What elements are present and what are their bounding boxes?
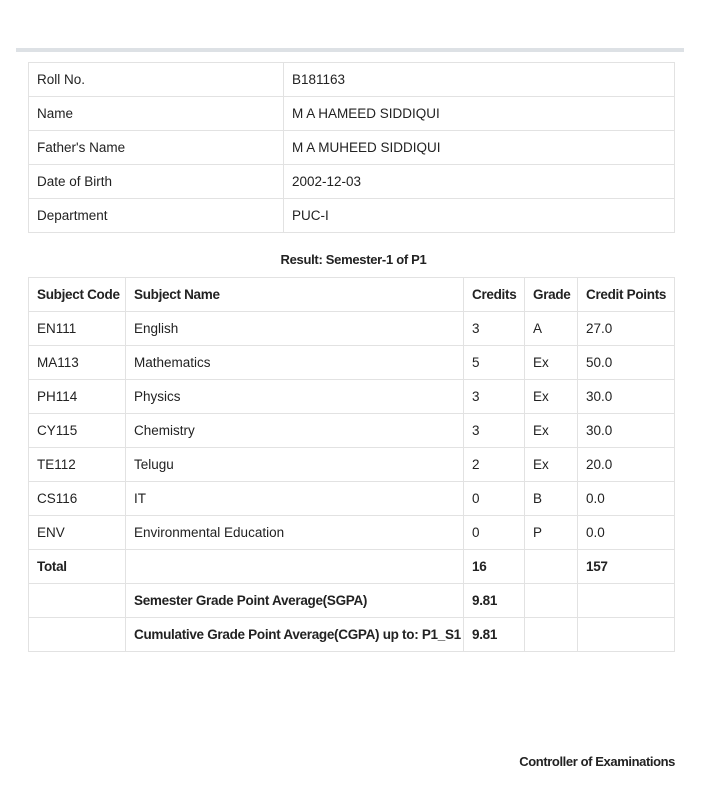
- sgpa-empty-code: [29, 584, 126, 618]
- subject-grade: Ex: [525, 346, 578, 380]
- total-points: 157: [578, 550, 675, 584]
- subject-code: CY115: [29, 414, 126, 448]
- roll-no-label: Roll No.: [29, 63, 284, 97]
- top-divider: [16, 48, 684, 52]
- department-value: PUC-I: [284, 199, 675, 233]
- cgpa-label: Cumulative Grade Point Average(CGPA) up to: P1_S1: [126, 618, 464, 652]
- table-row: [29, 380, 675, 414]
- subject-name: Telugu: [126, 448, 464, 482]
- subject-credits: 3: [464, 380, 525, 414]
- table-row: [29, 448, 675, 482]
- controller-of-examinations: Controller of Examinations: [519, 754, 675, 769]
- father-name-value: M A MUHEED SIDDIQUI: [284, 131, 675, 165]
- result-header-row: [29, 278, 675, 312]
- info-row-name: [29, 97, 675, 131]
- subject-credits: 5: [464, 346, 525, 380]
- subject-grade: B: [525, 482, 578, 516]
- name-label: Name: [29, 97, 284, 131]
- subject-code: CS116: [29, 482, 126, 516]
- table-row: [29, 482, 675, 516]
- subject-credits: 0: [464, 482, 525, 516]
- subject-credits: 3: [464, 414, 525, 448]
- subject-points: 0.0: [578, 482, 675, 516]
- subject-points: 0.0: [578, 516, 675, 550]
- subject-credits: 0: [464, 516, 525, 550]
- subject-grade: A: [525, 312, 578, 346]
- subject-points: 50.0: [578, 346, 675, 380]
- cgpa-value: 9.81: [464, 618, 525, 652]
- name-value: M A HAMEED SIDDIQUI: [284, 97, 675, 131]
- total-empty-grade: [525, 550, 578, 584]
- father-name-label: Father's Name: [29, 131, 284, 165]
- subject-points: 30.0: [578, 414, 675, 448]
- subject-name: Mathematics: [126, 346, 464, 380]
- subject-name: Chemistry: [126, 414, 464, 448]
- subject-code: PH114: [29, 380, 126, 414]
- cgpa-empty-points: [578, 618, 675, 652]
- subject-points: 27.0: [578, 312, 675, 346]
- total-label: Total: [29, 550, 126, 584]
- subject-name: English: [126, 312, 464, 346]
- subject-grade: Ex: [525, 380, 578, 414]
- info-row-dob: [29, 165, 675, 199]
- subject-name: Environmental Education: [126, 516, 464, 550]
- total-row: [29, 550, 675, 584]
- sgpa-row: [29, 584, 675, 618]
- table-row: [29, 414, 675, 448]
- subject-code: TE112: [29, 448, 126, 482]
- sgpa-empty-grade: [525, 584, 578, 618]
- subject-grade: Ex: [525, 414, 578, 448]
- table-row: [29, 516, 675, 550]
- subject-credits: 2: [464, 448, 525, 482]
- subject-points: 20.0: [578, 448, 675, 482]
- subject-code: EN111: [29, 312, 126, 346]
- header-subject-name: Subject Name: [126, 278, 464, 312]
- sgpa-empty-points: [578, 584, 675, 618]
- dob-value: 2002-12-03: [284, 165, 675, 199]
- sgpa-label: Semester Grade Point Average(SGPA): [126, 584, 464, 618]
- sgpa-value: 9.81: [464, 584, 525, 618]
- info-row-roll-no: [29, 63, 675, 97]
- subject-points: 30.0: [578, 380, 675, 414]
- header-credit-points: Credit Points: [578, 278, 675, 312]
- cgpa-row: [29, 618, 675, 652]
- subject-code: ENV: [29, 516, 126, 550]
- subject-name: IT: [126, 482, 464, 516]
- subject-name: Physics: [126, 380, 464, 414]
- info-row-father-name: [29, 131, 675, 165]
- header-grade: Grade: [525, 278, 578, 312]
- table-row: [29, 312, 675, 346]
- roll-no-value: B181163: [284, 63, 675, 97]
- subject-credits: 3: [464, 312, 525, 346]
- cgpa-empty-code: [29, 618, 126, 652]
- header-credits: Credits: [464, 278, 525, 312]
- header-subject-code: Subject Code: [29, 278, 126, 312]
- department-label: Department: [29, 199, 284, 233]
- subject-code: MA113: [29, 346, 126, 380]
- info-row-department: [29, 199, 675, 233]
- total-credits: 16: [464, 550, 525, 584]
- subject-grade: Ex: [525, 448, 578, 482]
- dob-label: Date of Birth: [29, 165, 284, 199]
- table-row: [29, 346, 675, 380]
- total-empty-name: [126, 550, 464, 584]
- subject-grade: P: [525, 516, 578, 550]
- result-title: Result: Semester-1 of P1: [280, 252, 427, 267]
- student-info-table: [28, 62, 675, 233]
- result-table: [28, 277, 675, 652]
- cgpa-empty-grade: [525, 618, 578, 652]
